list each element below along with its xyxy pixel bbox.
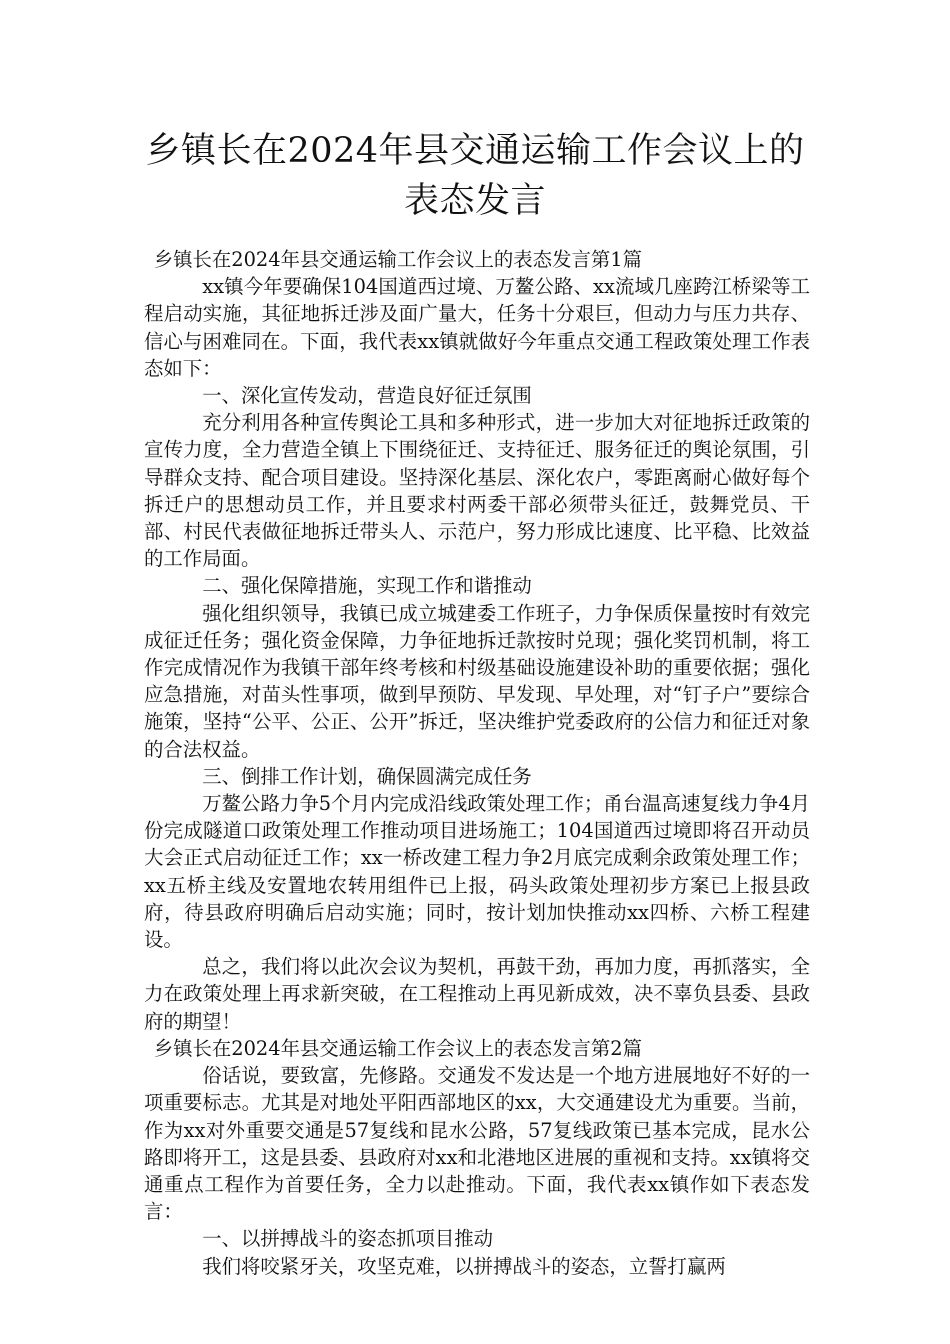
- point-heading: 二、强化保障措施，实现工作和谐推动: [202, 574, 532, 598]
- paragraph: 强化组织领导，我镇已成立城建委工作班子，力争保质保量按时有效完成征迁任务；强化资金保障，力争征地拆迁款按时兑现；强化奖罚机制，将工作完成情况作为我镇干部年终考核和村级基础设施建设补助的重要依据；强化应急措施，对苗头性事项，做到早预防、早发现、早处理，对“钉子户”要综合施策，坚持“公平、公正、公开”拆迁，坚决维护党委政府的公信力和征迁对象的合法权益。: [144, 601, 810, 761]
- paragraph: 万鳌公路力争5个月内完成沿线政策处理工作；甬台温高速复线力争4月份完成隧道口政策处理工作推动项目进场施工；104国道西过境即将召开动员大会正式启动征迁工作；xx一桥改建工程力争2月底完成剩余政策处理工作；xx五桥主线及安置地农转用组件已上报，码头政策处理初步方案已上报县政府，待县政府明确后启动实施；同时，按计划加快推动xx四桥、六桥工程建设。: [144, 792, 810, 952]
- point-heading: 一、以拼搏战斗的姿态抓项目推动: [202, 1227, 494, 1251]
- section-heading-part-1: 乡镇长在2024年县交通运输工作会议上的表态发言第1篇: [153, 248, 642, 271]
- title-line-1: 乡镇长在2024年县交通运输工作会议上的: [145, 131, 805, 171]
- paragraph: xx镇今年要确保104国道西过境、万鳌公路、xx流域几座跨江桥梁等工程启动实施，其征地拆迁涉及面广量大，任务十分艰巨，但动力与压力共存、信心与困难同在。下面，我代表xx镇就做好今年重点交通工程政策处理工作表态如下：: [144, 275, 810, 380]
- document-body: [144, 246, 810, 1280]
- paragraph: 总之，我们将以此次会议为契机，再鼓干劲，再加力度，再抓落实，全力在政策处理上再求新突破，在工程推动上再见新成效，决不辜负县委、县政府的期望！: [144, 955, 810, 1033]
- document-title: [100, 126, 850, 226]
- point-heading: 三、倒排工作计划，确保圆满完成任务: [202, 764, 532, 788]
- title-line-2: 表态发言: [403, 181, 546, 221]
- paragraph: 俗话说，要致富，先修路。交通发不发达是一个地方进展地好不好的一项重要标志。尤其是对地处平阳西部地区的xx，大交通建设尤为重要。当前，作为xx对外重要交通是57复线和昆水公路，57复线政策已基本完成，昆水公路即将开工，这是县委、县政府对xx和北港地区进展的重视和支持。xx镇将交通重点工程作为首要任务，全力以赴推动。下面，我代表xx镇作如下表态发言：: [144, 1064, 810, 1224]
- paragraph: 充分利用各种宣传舆论工具和多种形式，进一步加大对征地拆迁政策的宣传力度，全力营造全镇上下围绕征迁、支持征迁、服务征迁的舆论氛围，引导群众支持、配合项目建设。坚持深化基层、深化农户，零距离耐心做好每个拆迁户的思想动员工作，并且要求村两委干部必须带头征迁，鼓舞党员、干部、村民代表做征地拆迁带头人、示范户，努力形成比速度、比平稳、比效益的工作局面。: [144, 411, 810, 571]
- section-heading-part-2: 乡镇长在2024年县交通运输工作会议上的表态发言第2篇: [153, 1036, 642, 1060]
- paragraph: 我们将咬紧牙关，攻坚克难，以拼搏战斗的姿态，立誓打赢两: [202, 1254, 726, 1278]
- point-heading: 一、深化宣传发动，营造良好征迁氛围: [202, 384, 532, 408]
